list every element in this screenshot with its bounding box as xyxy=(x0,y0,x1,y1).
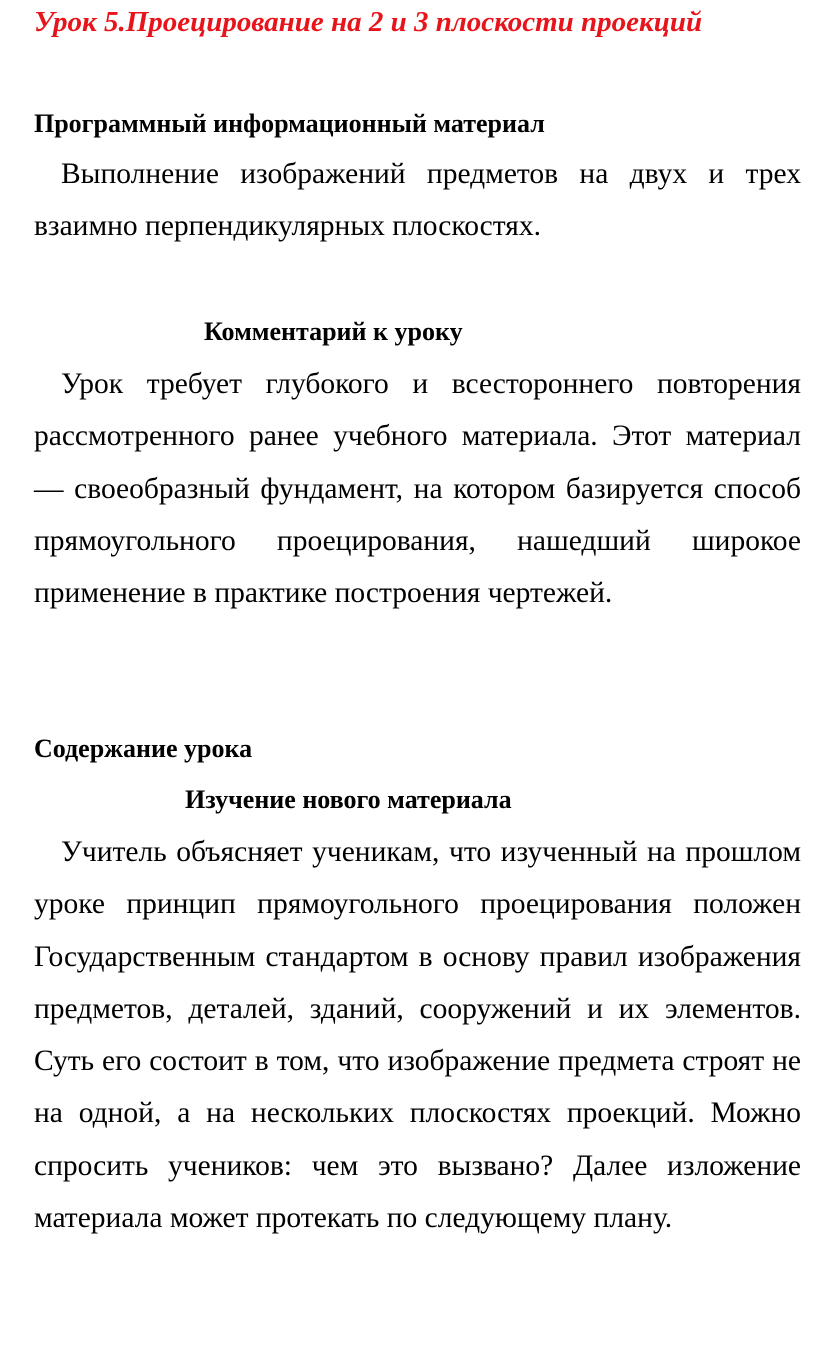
lesson-comment-text: Урок требует глубокого и всестороннего повторения рассмотренного ранее учебного материала. Этот материал — своеобразный фундамент, на котором базируется способ прямоугольного проецирования, нашедший широкое применение в практике построения чертежей. xyxy=(34,368,801,610)
new-material-text: Учитель объясняет ученикам, что изученный на прошлом уроке принцип прямоугольного проецирования положен Государственным стандартом в основу правил изображения предметов, деталей, зданий, сооружений и их элементов. Суть его состоит в том, что изображение предмета строят не на одной, а на нескольких плоскостях проекций. Можно спросить учеников: чем это вызвано? Далее изложение материала может протекать по следующему плану. xyxy=(34,836,801,1235)
lesson-content-heading: Содержание урока xyxy=(34,734,253,763)
new-material-heading: Изучение нового материала xyxy=(185,785,512,814)
lesson-title: Урок 5.Проецирование на 2 и 3 плоскости проекций xyxy=(34,6,703,38)
lesson-comment-heading: Комментарий к уроку xyxy=(204,317,463,346)
program-material-text: Выполнение изображений предметов на двух и трех взаимно перпендикулярных плоскостях. xyxy=(34,158,801,243)
program-material-heading: Программный информационный материал xyxy=(34,109,545,138)
